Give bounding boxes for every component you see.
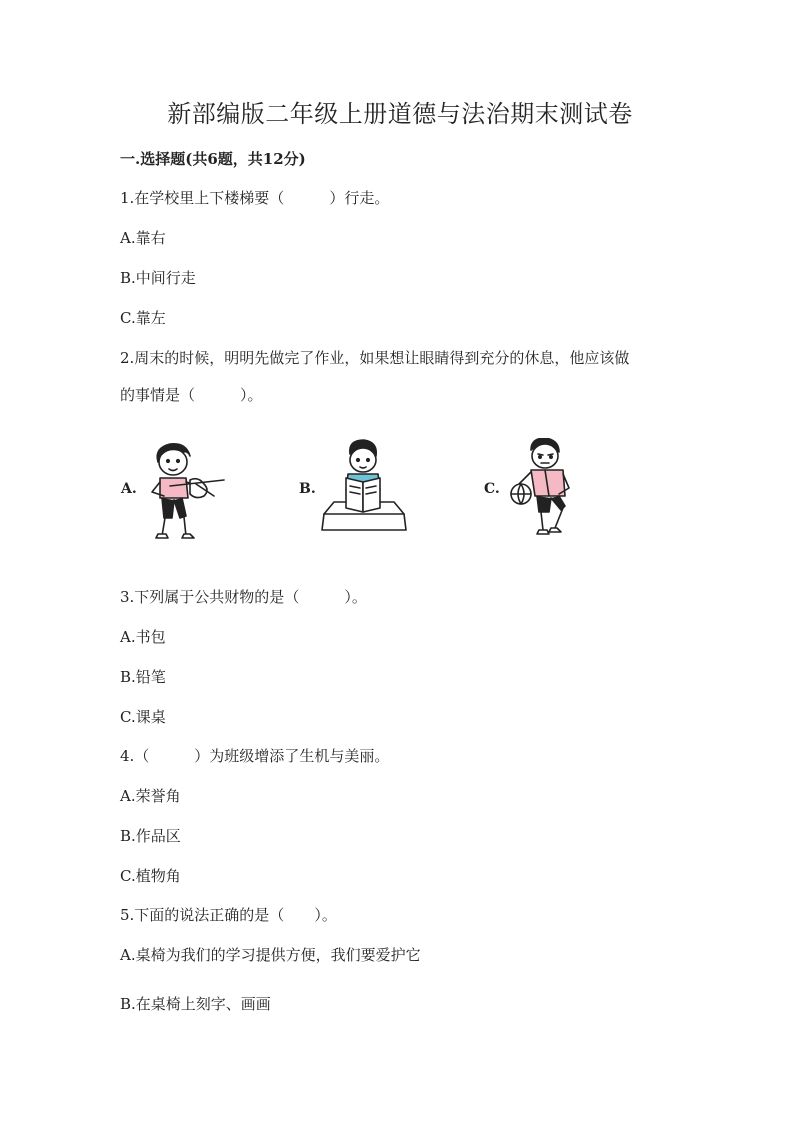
basketball-child-illustration — [505, 438, 585, 544]
question-3-option-a: A.书包 — [120, 628, 166, 646]
reading-child-illustration — [318, 438, 410, 534]
question-1-option-c: C.靠左 — [120, 309, 166, 327]
picture-a-label: A. — [121, 481, 137, 497]
picture-b-label: B. — [299, 481, 316, 497]
question-4-option-b: B.作品区 — [120, 827, 181, 845]
question-4-stem: 4.（ ）为班级增添了生机与美丽。 — [120, 747, 390, 765]
question-1-option-b: B.中间行走 — [120, 269, 196, 287]
violin-child-illustration — [140, 440, 230, 545]
question-5-option-b: B.在桌椅上刻字、画画 — [120, 995, 271, 1013]
question-2-stem-line-1: 2.周末的时候，明明先做完了作业，如果想让眼睛得到充分的休息，他应该做 — [120, 349, 630, 367]
question-1-option-a: A.靠右 — [120, 229, 166, 247]
question-3-option-b: B.铅笔 — [120, 668, 166, 686]
question-5-option-a: A.桌椅为我们的学习提供方便，我们要爱护它 — [120, 946, 421, 964]
question-3-stem: 3.下列属于公共财物的是（ ）。 — [120, 588, 367, 606]
question-5-stem: 5.下面的说法正确的是（ ）。 — [120, 906, 337, 924]
question-2-stem-line-2: 的事情是（ ）。 — [120, 386, 263, 404]
question-3-option-c: C.课桌 — [120, 708, 166, 726]
section-heading: 一.选择题(共6题，共12分) — [120, 150, 306, 168]
question-4-option-c: C.植物角 — [120, 867, 181, 885]
picture-c-label: C. — [484, 481, 500, 497]
question-4-option-a: A.荣誉角 — [120, 787, 181, 805]
page-title: 新部编版二年级上册道德与法治期末测试卷 — [167, 100, 633, 128]
question-1-stem: 1.在学校里上下楼梯要（ ）行走。 — [120, 189, 390, 207]
